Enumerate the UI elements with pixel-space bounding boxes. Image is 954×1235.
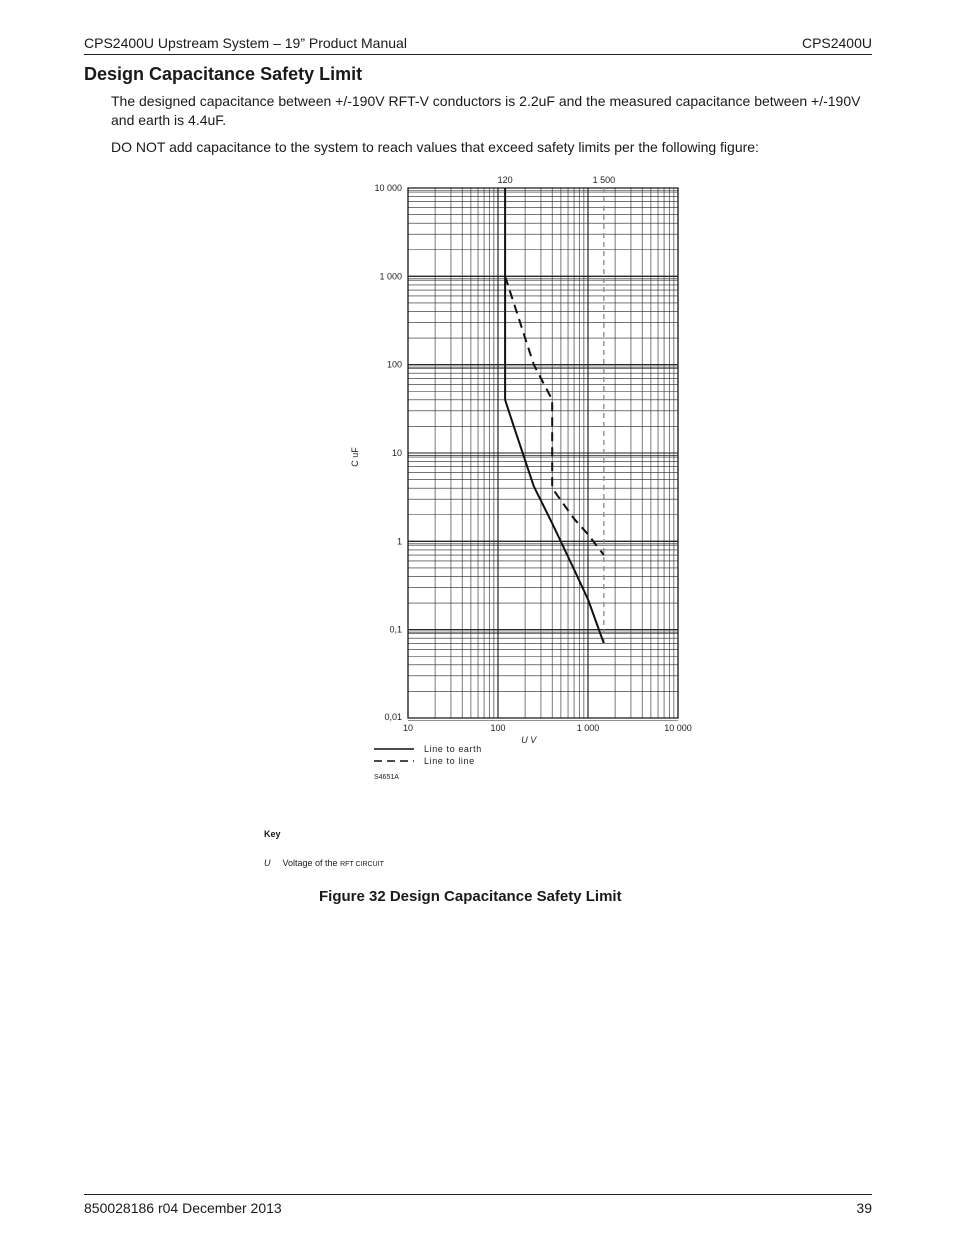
top-mark-label: 1 500 <box>592 175 616 185</box>
page-number: 39 <box>856 1200 872 1216</box>
y-tick-label: 10 <box>391 448 402 458</box>
y-tick-label: 10 000 <box>374 183 402 193</box>
chart-legend <box>374 744 482 781</box>
capacitance-chart <box>340 170 710 790</box>
x-tick-label: 10 000 <box>664 723 692 733</box>
y-tick-label: 1 <box>396 536 402 547</box>
y-tick-label: 1 000 <box>379 271 402 282</box>
chart-grid <box>408 188 678 721</box>
y-tick-label: 100 <box>386 359 402 370</box>
x-tick-label: 1 000 <box>576 723 600 733</box>
legend-label: Line to earth <box>424 744 482 754</box>
page-header <box>84 34 872 55</box>
key-description: Voltage of the <box>282 858 338 868</box>
top-mark-label: 120 <box>497 175 513 185</box>
x-axis-label: U V <box>521 735 537 745</box>
paragraph-capacitance: The designed capacitance between +/-190V RFT-V conductors is 2.2uF and the measured capacitance between +/-190V and earth is 4.4uF. <box>111 93 861 128</box>
figure-code: S4651A <box>374 774 399 781</box>
section-heading: Design Capacitance Safety Limit <box>84 64 363 84</box>
series-line <box>505 188 604 643</box>
header-title: CPS2400U Upstream System – 19” Product Manual <box>84 35 407 51</box>
chart-labels <box>350 175 692 745</box>
key-title: Key <box>264 829 281 839</box>
key-symbol: U <box>264 858 271 868</box>
y-axis-label: C uF <box>350 447 360 467</box>
key-row <box>264 858 384 868</box>
chart-series <box>505 188 604 643</box>
paragraph-warning: DO NOT add capacitance to the system to reach values that exceed safety limits per the following figure: <box>111 139 759 155</box>
series-line <box>505 276 604 555</box>
x-tick-label: 100 <box>490 723 506 733</box>
page-footer <box>84 1194 872 1219</box>
header-product: CPS2400U <box>801 35 872 51</box>
y-tick-label: 0,01 <box>384 712 402 722</box>
legend-label: Line to line <box>424 756 475 766</box>
key-description-sc: RFT CIRCUIT <box>340 861 384 868</box>
x-tick-label: 10 <box>402 723 414 733</box>
figure-caption: Figure 32 Design Capacitance Safety Limit <box>319 888 622 905</box>
y-tick-label: 0,1 <box>389 624 402 635</box>
footer-doc: 850028186 r04 December 2013 <box>84 1200 282 1216</box>
